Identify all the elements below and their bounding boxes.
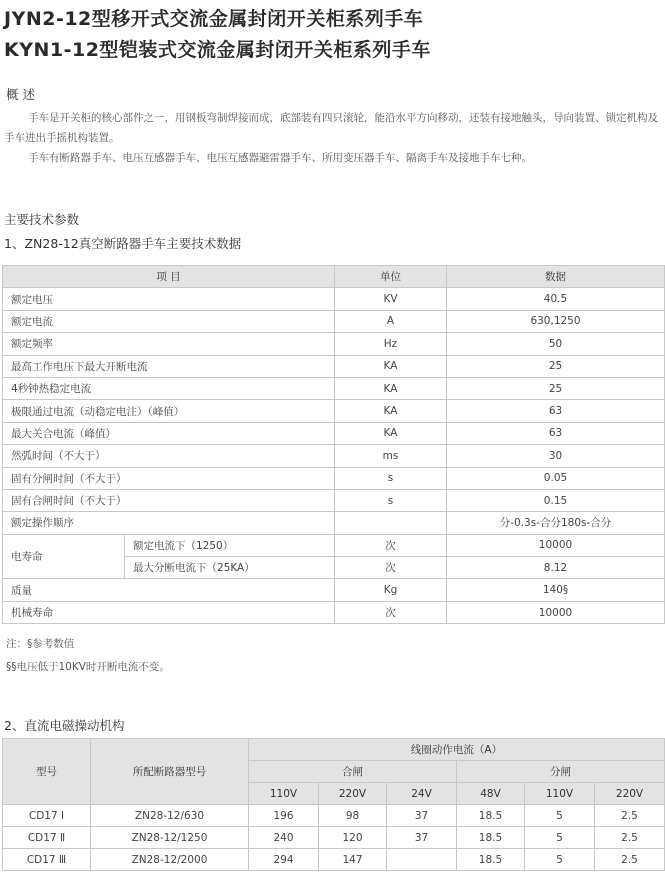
- row-item: 极限通过电流（动稳定电注）（峰值）: [3, 400, 335, 422]
- row-value: 分-0.3s-合分180s-合分: [447, 512, 665, 534]
- cell-value: 2.5: [595, 805, 665, 827]
- row-item-electric-life: 电寿命: [3, 534, 125, 579]
- header-voltage: 110V: [525, 783, 595, 805]
- cell-model: CD17 Ⅲ: [3, 849, 91, 871]
- row-item: 质量: [3, 579, 335, 601]
- cell-value: 18.5: [457, 805, 525, 827]
- operating-mechanism-table: [2, 738, 665, 871]
- row-value: 63: [447, 422, 665, 444]
- title-kyn1: KYN1-12型铠装式交流金属封闭开关柜系列手车: [4, 39, 431, 61]
- table-row: [3, 377, 665, 399]
- note-reference: 注：§参考数值: [6, 638, 75, 650]
- cell-value: 5: [525, 805, 595, 827]
- table-row: [3, 288, 665, 310]
- header-opening: 分闸: [457, 761, 665, 783]
- table-row: [3, 579, 665, 601]
- cell-breaker: ZN28-12/2000: [91, 849, 249, 871]
- table-row: [3, 355, 665, 377]
- row-unit: 次: [335, 534, 447, 556]
- row-value: 25: [447, 355, 665, 377]
- header-breaker-model: 所配断路器型号: [91, 739, 249, 805]
- row-unit: 次: [335, 601, 447, 623]
- row-item: 4秒钟热稳定电流: [3, 377, 335, 399]
- cell-value: 2.5: [595, 827, 665, 849]
- table-row: [3, 445, 665, 467]
- row-value: 25: [447, 377, 665, 399]
- row-item: 额定操作顺序: [3, 512, 335, 534]
- overview-heading: 概 述: [6, 87, 35, 102]
- cell-value: 147: [319, 849, 387, 871]
- cell-value: 5: [525, 827, 595, 849]
- row-item: 额定频率: [3, 333, 335, 355]
- cell-value: 240: [249, 827, 319, 849]
- row-value: 63: [447, 400, 665, 422]
- row-unit: KV: [335, 288, 447, 310]
- table-row: [3, 333, 665, 355]
- row-item: 最大关合电流（峰值）: [3, 422, 335, 444]
- cell-value: 2.5: [595, 849, 665, 871]
- table-row: [3, 512, 665, 534]
- header-voltage: 220V: [319, 783, 387, 805]
- cell-model: CD17 Ⅰ: [3, 805, 91, 827]
- header-coil-current: 线圈动作电流（A）: [249, 739, 665, 761]
- cell-value: 18.5: [457, 849, 525, 871]
- row-unit: A: [335, 310, 447, 332]
- row-unit: s: [335, 467, 447, 489]
- table-row: [3, 601, 665, 623]
- overview-paragraph-1: 手车是开关柜的核心部件之一，用钢板弯制焊接而成，底部装有四只滚轮，能沿水平方向移动，还装有接地触头，导向装置、锁定机构及手车进出手摇机构装置。: [4, 112, 658, 144]
- header-voltage: 24V: [387, 783, 457, 805]
- table-row: [3, 400, 665, 422]
- table1-heading: 1、ZN28-12真空断路器手车主要技术数据: [4, 236, 242, 251]
- cell-value: 37: [387, 805, 457, 827]
- cell-model: CD17 Ⅱ: [3, 827, 91, 849]
- note-voltage: §§电压低于10KV时开断电流不变。: [6, 661, 170, 673]
- main-params-heading: 主要技术参数: [4, 212, 80, 227]
- table-row: [3, 534, 665, 556]
- row-item: 机械寿命: [3, 601, 335, 623]
- row-subitem: 最大分断电流下（25KA）: [125, 557, 335, 579]
- row-item: 固有合闸时间（不大于）: [3, 489, 335, 511]
- cell-breaker: ZN28-12/1250: [91, 827, 249, 849]
- row-value: 140§: [447, 579, 665, 601]
- cell-breaker: ZN28-12/630: [91, 805, 249, 827]
- row-unit: Hz: [335, 333, 447, 355]
- row-unit: s: [335, 489, 447, 511]
- table-header-row: [3, 739, 665, 761]
- cell-value: [387, 849, 457, 871]
- row-unit: KA: [335, 377, 447, 399]
- cell-value: 37: [387, 827, 457, 849]
- row-unit: ms: [335, 445, 447, 467]
- row-item: 额定电压: [3, 288, 335, 310]
- row-unit: Kg: [335, 579, 447, 601]
- header-voltage: 110V: [249, 783, 319, 805]
- row-value: 50: [447, 333, 665, 355]
- header-closing: 合闸: [249, 761, 457, 783]
- cell-value: 294: [249, 849, 319, 871]
- table-row: [3, 310, 665, 332]
- overview-paragraph-2: 手车有断路器手车、电压互感器手车、电压互感器避雷器手车、所用变压器手车、隔离手车及接地手车七种。: [28, 152, 532, 164]
- header-unit: 单位: [335, 266, 447, 288]
- table-row: [3, 467, 665, 489]
- cell-value: 98: [319, 805, 387, 827]
- cell-value: 18.5: [457, 827, 525, 849]
- row-unit: KA: [335, 422, 447, 444]
- header-item: 项 目: [3, 266, 335, 288]
- table-header-row: [3, 266, 665, 288]
- table-row: [3, 805, 665, 827]
- table-row: [3, 827, 665, 849]
- table2-heading: 2、直流电磁操动机构: [4, 718, 125, 733]
- row-value: 10000: [447, 601, 665, 623]
- table-row: [3, 422, 665, 444]
- row-value: 630,1250: [447, 310, 665, 332]
- row-item: 然弧时间（不大于）: [3, 445, 335, 467]
- cell-value: 196: [249, 805, 319, 827]
- row-unit: [335, 512, 447, 534]
- row-subitem: 额定电流下（1250）: [125, 534, 335, 556]
- row-item: 固有分闸时间（不大于）: [3, 467, 335, 489]
- row-value: 8.12: [447, 557, 665, 579]
- row-item: 额定电流: [3, 310, 335, 332]
- table-row: [3, 849, 665, 871]
- row-unit: KA: [335, 355, 447, 377]
- breaker-spec-table: [2, 265, 665, 624]
- header-model: 型号: [3, 739, 91, 805]
- row-value: 0.15: [447, 489, 665, 511]
- row-value: 10000: [447, 534, 665, 556]
- header-data: 数据: [447, 266, 665, 288]
- row-item: 最高工作电压下最大开断电流: [3, 355, 335, 377]
- table-row: [3, 489, 665, 511]
- title-jyn2: JYN2-12型移开式交流金属封闭开关柜系列手车: [4, 8, 424, 30]
- cell-value: 120: [319, 827, 387, 849]
- row-value: 0.05: [447, 467, 665, 489]
- header-voltage: 48V: [457, 783, 525, 805]
- row-value: 30: [447, 445, 665, 467]
- row-unit: KA: [335, 400, 447, 422]
- row-unit: 次: [335, 557, 447, 579]
- row-value: 40.5: [447, 288, 665, 310]
- cell-value: 5: [525, 849, 595, 871]
- header-voltage: 220V: [595, 783, 665, 805]
